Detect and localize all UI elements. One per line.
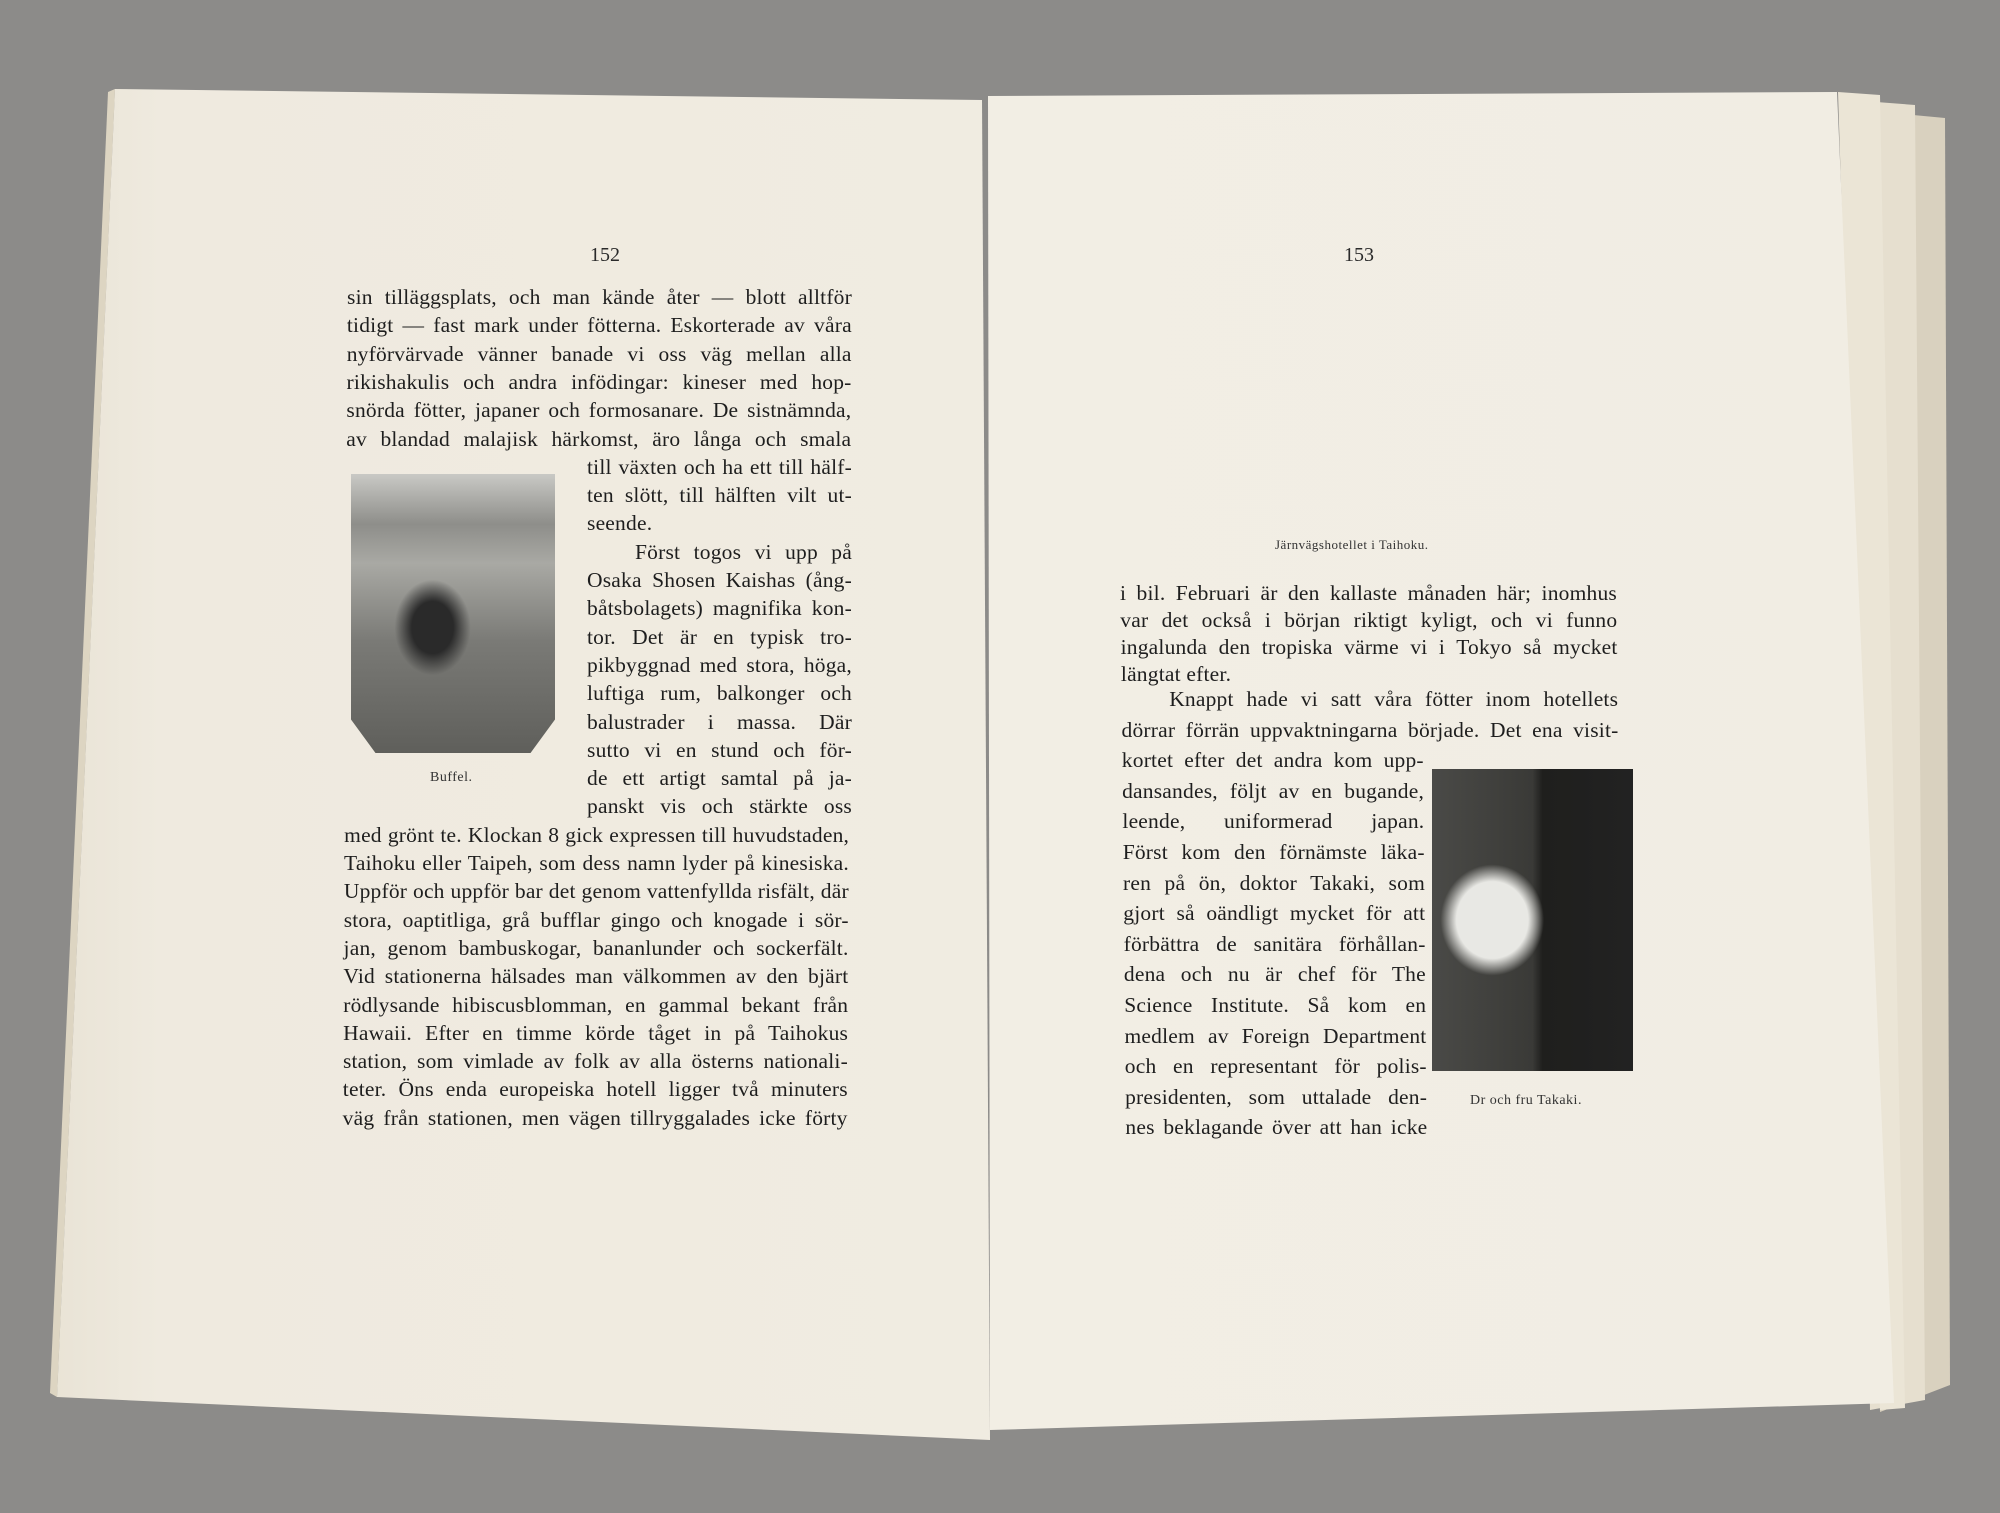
text-line: luftiga rum, balkonger och xyxy=(587,681,852,706)
text-line: kortet efter det andra kom upp- xyxy=(1121,748,1424,773)
text-line: stora, oaptitliga, grå bufflar gingo och knogade i sör- xyxy=(343,907,849,932)
text-line: leende, uniformerad japan. xyxy=(1122,809,1425,834)
text-line: var det också i början riktigt kyligt, och vi funno xyxy=(1120,608,1618,632)
text-line: av blandad malajisk härkomst, äro långa och smala xyxy=(346,426,852,451)
page-number-left: 152 xyxy=(590,244,620,266)
portrait-caption: Dr och fru Takaki. xyxy=(1470,1093,1582,1108)
text-line: Hawaii. Efter en timme körde tåget in på Taihokus xyxy=(343,1020,849,1045)
text-line: pikbyggnad med stora, höga, xyxy=(587,652,852,677)
text-line: station, som vimlade av folk av alla österns nationali- xyxy=(342,1049,848,1074)
text-line: seende. xyxy=(587,511,653,536)
text-line: förbättra de sanitära förhållan- xyxy=(1123,931,1426,956)
text-line: tor. Det är en typisk tro- xyxy=(587,624,852,649)
text-line: och en representant för polis- xyxy=(1124,1054,1427,1079)
text-line: nes beklagande över att han icke xyxy=(1125,1115,1428,1140)
buffalo-caption: Buffel. xyxy=(430,770,473,785)
text-line: medlem av Foreign Department xyxy=(1124,1023,1427,1048)
text-line: rikishakulis och andra infödingar: kineser med hop- xyxy=(346,369,852,394)
text-line: presidenten, som uttalade den- xyxy=(1125,1084,1428,1109)
text-line: panskt vis och stärkte oss xyxy=(587,794,852,819)
text-line: Taihoku eller Taipeh, som dess namn lyder på kinesiska. xyxy=(344,851,849,875)
text-line: ten slött, till hälften vilt ut- xyxy=(587,483,852,508)
text-line: Uppför och uppför bar det genom vattenfyllda risfält, där xyxy=(343,879,849,904)
text-line: med grönt te. Klockan 8 gick expressen till huvudstaden, xyxy=(344,822,850,847)
text-line: teter. Öns enda europeiska hotell ligger två minuters xyxy=(342,1077,848,1102)
text-line: snörda fötter, japaner och formosanare. De sistnämnda, xyxy=(346,398,852,423)
text-line: nyförvärvade vänner banade vi oss väg mellan alla xyxy=(346,341,852,366)
text-line: dansandes, följt av en bugande, xyxy=(1122,778,1425,803)
text-line: dena och nu är chef för The xyxy=(1123,962,1426,987)
text-line: Knappt hade vi satt våra fötter inom hotellets xyxy=(1169,687,1619,711)
text-line: längtat efter. xyxy=(1120,662,1232,686)
text-line: balustrader i massa. Där xyxy=(587,709,852,734)
text-line: Vid stationerna hälsades man välkommen av den bjärt xyxy=(343,964,849,989)
text-line: tidigt — fast mark under fötterna. Eskorterade av våra xyxy=(346,313,852,338)
text-line: till växten och ha ett till hälf- xyxy=(587,454,852,479)
text-line: Osaka Shosen Kaishas (ång- xyxy=(587,568,852,592)
text-line: gjort så oändligt mycket för att xyxy=(1123,901,1426,926)
text-line: ingalunda den tropiska värme vi i Tokyo så mycket xyxy=(1120,635,1618,659)
buffalo-photo xyxy=(351,474,555,753)
text-line: ren på ön, doktor Takaki, som xyxy=(1123,870,1425,895)
text-line: sin tilläggsplats, och man kände åter — blott alltför xyxy=(347,285,852,309)
text-line: båtsbolagets) magnifika kon- xyxy=(587,596,852,621)
text-line: Science Institute. Så kom en xyxy=(1124,993,1427,1017)
page-number-right: 153 xyxy=(1344,244,1374,266)
text-line: jan, genom bambuskogar, bananlunder och sockerfält. xyxy=(343,935,849,960)
text-line: väg från stationen, men vägen tillryggalades icke förty xyxy=(342,1105,848,1130)
text-line: dörrar förrän uppvaktningarna började. Det ena visit- xyxy=(1121,717,1619,742)
text-line: Först togos vi upp på xyxy=(635,539,852,564)
hotel-photo xyxy=(1195,306,1524,497)
text-line: Först kom den förnämste läka- xyxy=(1122,840,1425,864)
text-line: rödlysande hibiscusblomman, en gammal bekant från xyxy=(343,992,849,1017)
portrait-photo xyxy=(1432,769,1633,1071)
text-line: sutto vi en stund och för- xyxy=(587,737,852,762)
text-line: de ett artigt samtal på ja- xyxy=(587,766,852,791)
text-line: i bil. Februari är den kallaste månaden här; inomhus xyxy=(1120,581,1617,605)
hotel-caption: Järnvägshotellet i Taihoku. xyxy=(1275,537,1429,552)
